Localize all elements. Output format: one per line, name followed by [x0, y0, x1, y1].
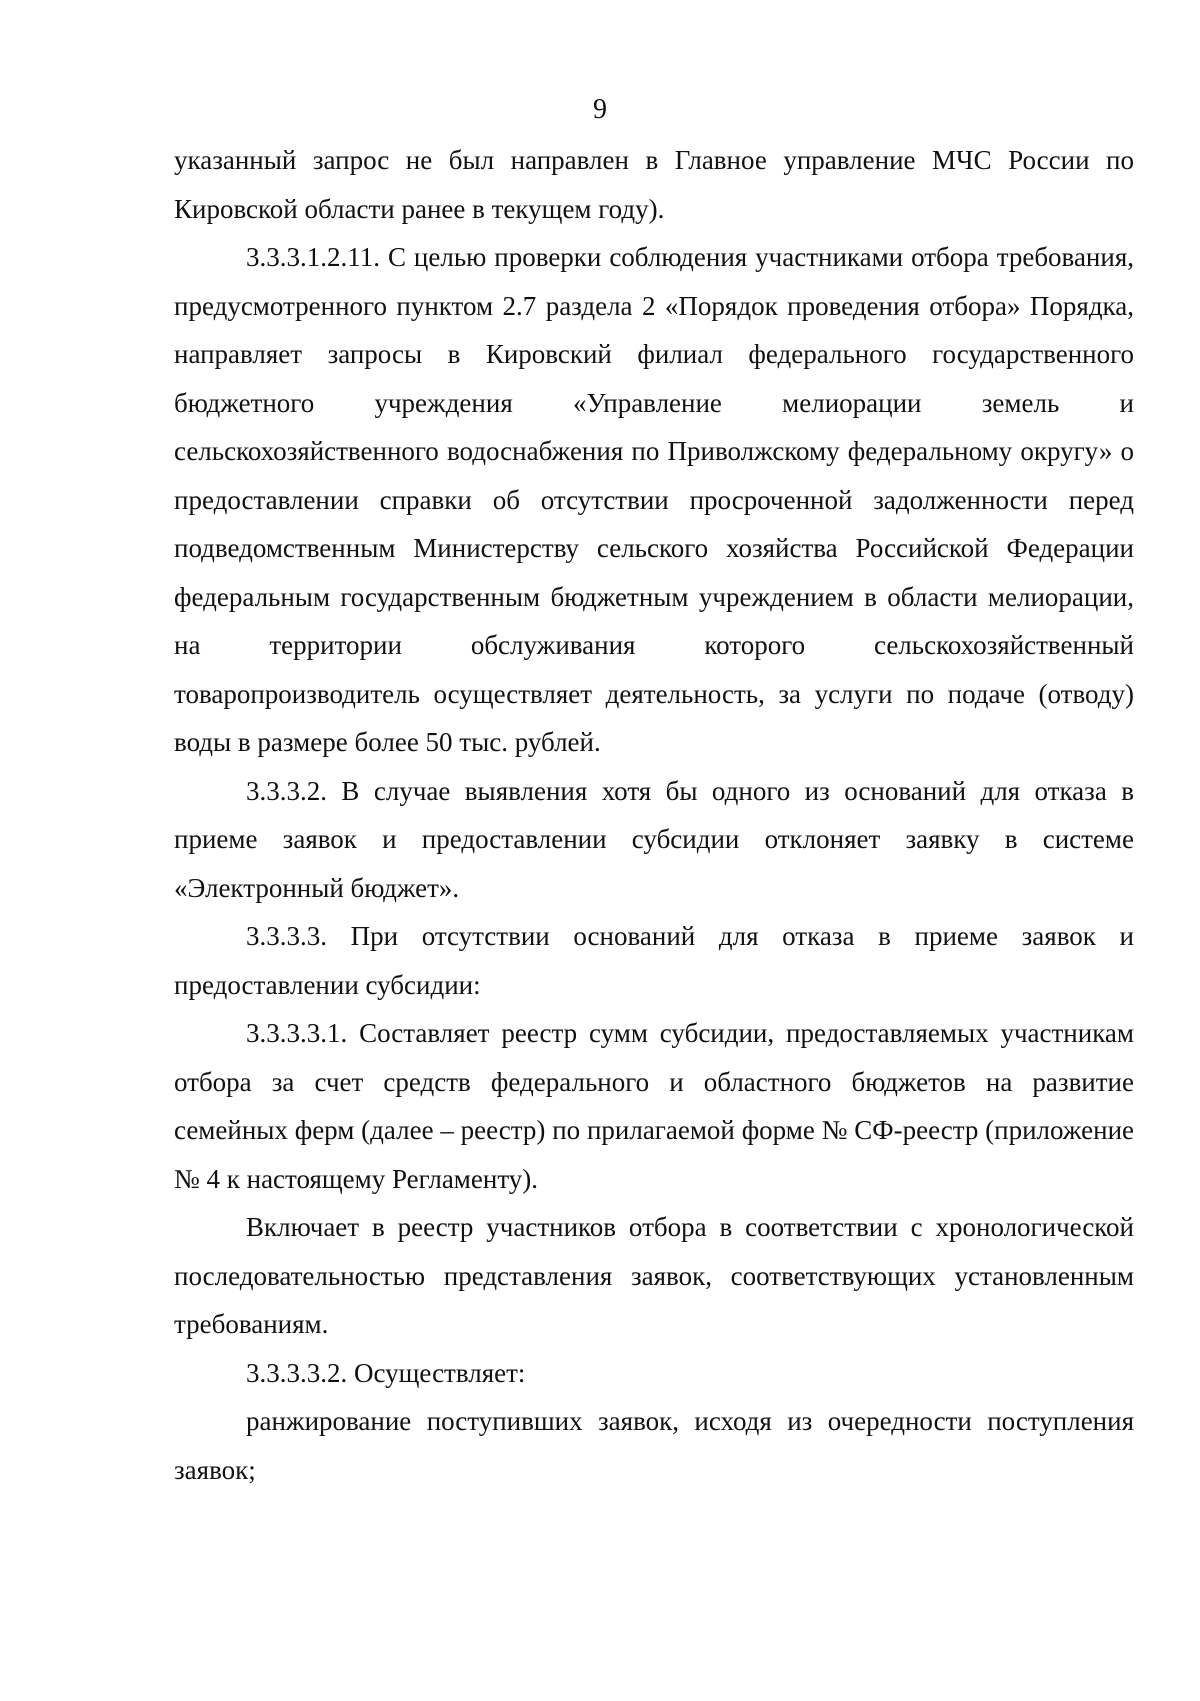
paragraph-3-3-3-3: 3.3.3.3. При отсутствии оснований для отказа в приеме заявок и предоставлении субсидии: — [174, 921, 1134, 1000]
document-body — [174, 136, 1134, 1494]
paragraph-ranking: ранжирование поступивших заявок, исходя из очередности поступления заявок; — [174, 1406, 1134, 1485]
paragraph-register-inclusion: Включает в реестр участников отбора в соответствии с хронологической последовательностью представления заявок, соответствующих установленным требованиям. — [174, 1212, 1134, 1339]
paragraph-continuation: указанный запрос не был направлен в Главное управление МЧС России по Кировской области ранее в текущем году). — [174, 145, 1134, 224]
page-number: 9 — [593, 94, 607, 125]
paragraph-3-3-3-2: 3.3.3.2. В случае выявления хотя бы одного из оснований для отказа в приеме заявок и предоставлении субсидии отклоняет заявку в системе «Электронный бюджет». — [174, 775, 1134, 903]
paragraph-3-3-3-1-2-11: 3.3.3.1.2.11. С целью проверки соблюдения участниками отбора требования, предусмотренного пунктом 2.7 раздела 2 «Порядок проведения отбора» Порядка, направляет запросы в Кировский филиал федерального государственного бюджетного учреждения «Управление мелиорации земель и сельскохозяйственного водоснабжения по Приволжскому федеральному округу» о предоставлении справки об отсутствии просроченной задолженности перед подведомственным Министерству сельского хозяйства Российской Федерации федеральным государственным бюджетным учреждением в области мелиорации, на территории обслуживания которого сельскохозяйственный товаропроизводитель осуществляет деятельность, за услуги по подаче (отводу) воды в размере более 50 тыс. рублей. — [174, 242, 1134, 757]
paragraph-3-3-3-3-2: 3.3.3.3.2. Осуществляет: — [246, 1357, 526, 1388]
paragraph-3-3-3-3-1: 3.3.3.3.1. Составляет реестр сумм субсидии, предоставляемых участникам отбора за счет средств федерального и областного бюджетов на развитие семейных ферм (далее – реестр) по прилагаемой форме № СФ-реестр (приложение № 4 к настоящему Регламенту). — [174, 1018, 1134, 1194]
